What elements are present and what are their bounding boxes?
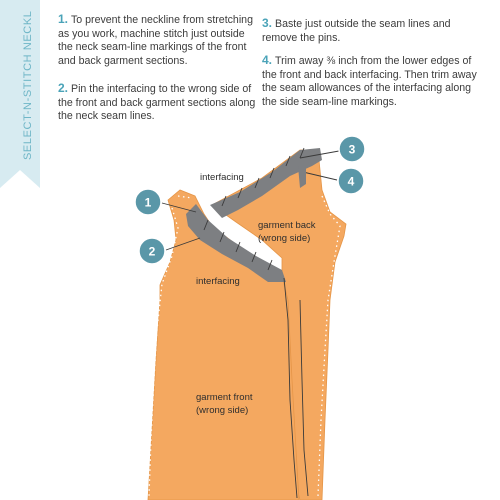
callout-4-number: 4 <box>347 174 355 189</box>
step-number: 3. <box>262 16 273 30</box>
label-garment-back-side: (wrong side) <box>258 233 311 244</box>
callout-4 <box>338 168 364 194</box>
step-number: 2. <box>58 81 69 95</box>
section-side-tab-label: SELECT-N-STITCH NECKL <box>22 10 34 160</box>
callout-1-number: 1 <box>144 195 152 210</box>
step-number: 4. <box>262 53 273 67</box>
label-garment-front: garment front <box>196 392 253 403</box>
callout-2-number: 2 <box>148 244 156 259</box>
label-interfacing-front: interfacing <box>196 276 240 287</box>
step-text: To prevent the neckline from stretching as you work, machine stitch just outside the neck seam-line markings of the front and back garment sections. <box>58 14 253 67</box>
callout-1 <box>135 189 161 215</box>
label-garment-back: garment back <box>258 220 316 231</box>
callout-2 <box>139 238 165 264</box>
step-number: 1. <box>58 12 69 26</box>
label-interfacing-back: interfacing <box>200 172 244 183</box>
step-text: Trim away ⅜ inch from the lower edges of the front and back interfacing. Then trim away the seam allowances of the interfacing along the side seam-line markings. <box>262 55 477 108</box>
step-text: Pin the interfacing to the wrong side of the front and back garment sections along the neck seam lines. <box>58 83 256 123</box>
callout-3 <box>339 136 365 162</box>
step-text: Baste just outside the seam lines and remove the pins. <box>262 18 451 44</box>
label-garment-front-side: (wrong side) <box>196 405 249 416</box>
callout-3-number: 3 <box>348 142 356 157</box>
